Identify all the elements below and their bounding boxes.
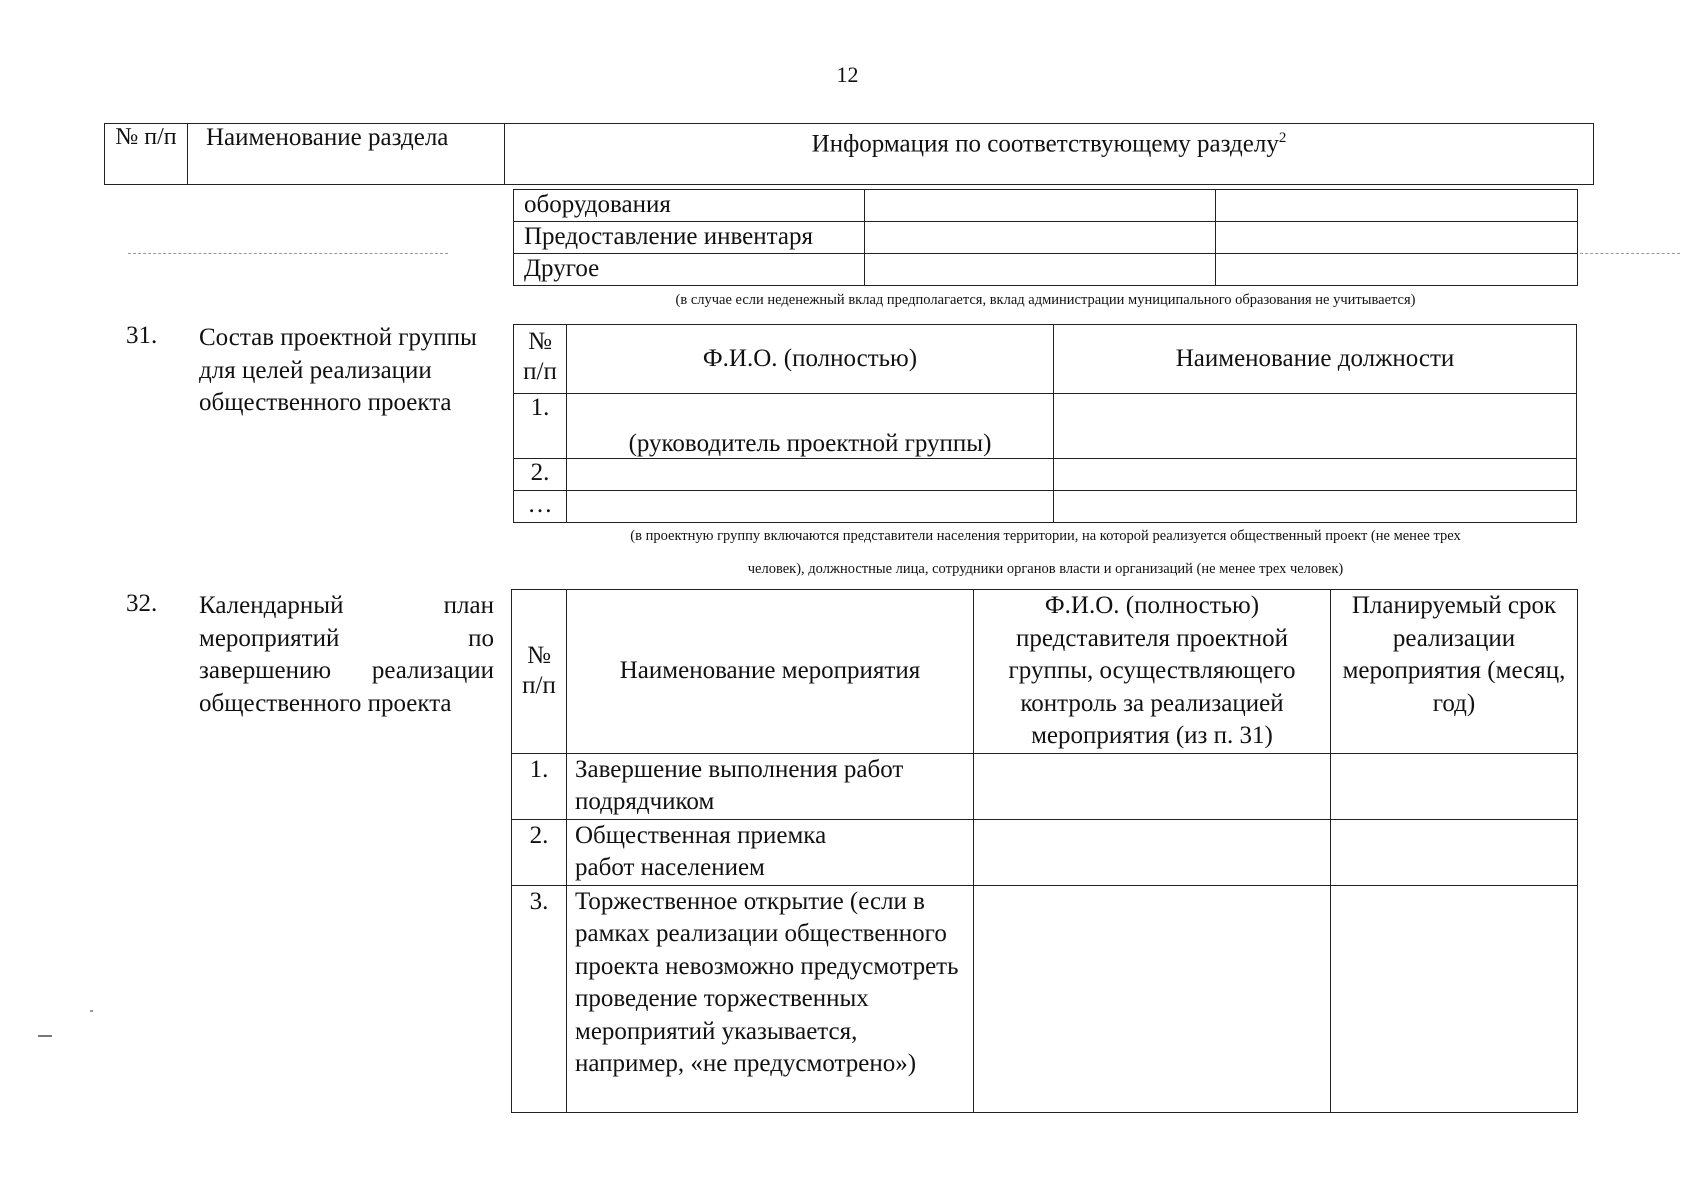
group-row-num: 2. bbox=[514, 459, 567, 491]
resource-cell bbox=[865, 222, 1216, 254]
section-32-number: 32. bbox=[126, 590, 158, 617]
table-row bbox=[514, 254, 1578, 286]
group-note-line2: человек), должностные лица, сотрудники органов власти и организаций (не менее трех человек) bbox=[747, 561, 1344, 577]
plan-row-person bbox=[974, 885, 1331, 1112]
table-row bbox=[514, 394, 1577, 459]
plan-row-person bbox=[974, 753, 1331, 819]
project-group-table bbox=[513, 324, 1577, 523]
resource-label: оборудования bbox=[514, 190, 865, 222]
table-row bbox=[512, 753, 1578, 819]
resources-note: (в случае если неденежный вклад предполагается, вклад администрации муниципального образования не учитывается) bbox=[675, 292, 1416, 308]
plan-row-term bbox=[1331, 885, 1578, 1112]
plan-row-name: Завершение выполнения работ подрядчиком bbox=[567, 753, 974, 819]
plan-header-person: Ф.И.О. (полностью) представителя проектной группы, осуществляющего контроль за реализацией мероприятия (из п. 31) bbox=[974, 590, 1331, 754]
scan-artifact-speck bbox=[38, 1035, 52, 1037]
plan-row-num: 2. bbox=[512, 819, 567, 885]
plan-header-num: № п/п bbox=[512, 590, 567, 754]
plan-row-term bbox=[1331, 819, 1578, 885]
plan-row-person bbox=[974, 819, 1331, 885]
group-row-name bbox=[567, 491, 1054, 523]
plan-row-term bbox=[1331, 753, 1578, 819]
plan-row-name: Торжественное открытие (если в рамках реализации общественного проекта невозможно предусмотреть проведение торжественных мероприятий указывается, например, «не предусмотрено») bbox=[567, 885, 974, 1112]
header-col-info bbox=[505, 124, 1594, 185]
header-table bbox=[104, 123, 1594, 185]
group-header-num: № п/п bbox=[514, 325, 567, 394]
table-row bbox=[514, 459, 1577, 491]
plan-header-term: Планируемый срок реализации мероприятия (месяц, год) bbox=[1331, 590, 1578, 754]
section-31-number: 31. bbox=[126, 322, 158, 349]
group-row-name bbox=[567, 459, 1054, 491]
resource-cell bbox=[865, 190, 1216, 222]
resources-table bbox=[513, 189, 1578, 286]
group-row-position bbox=[1054, 459, 1577, 491]
header-col-info-footnote: 2 bbox=[1278, 130, 1287, 146]
group-row-name: (руководитель проектной группы) bbox=[567, 394, 1054, 459]
group-header-name: Ф.И.О. (полностью) bbox=[567, 325, 1054, 394]
plan-header-name: Наименование мероприятия bbox=[567, 590, 974, 754]
table-row bbox=[514, 491, 1577, 523]
table-row bbox=[512, 885, 1578, 1112]
header-col-section: Наименование раздела bbox=[188, 124, 505, 185]
resource-label: Предоставление инвентаря bbox=[514, 222, 865, 254]
table-header-row bbox=[514, 325, 1577, 394]
resource-cell bbox=[1216, 254, 1578, 286]
plan-row-num: 1. bbox=[512, 753, 567, 819]
header-col-num: № п/п bbox=[105, 124, 188, 185]
events-plan-table bbox=[511, 589, 1578, 1113]
group-row-position bbox=[1054, 491, 1577, 523]
group-row-num: … bbox=[514, 491, 567, 523]
section-32-title: Календарный план мероприятий по завершению реализации общественного проекта bbox=[199, 592, 494, 717]
plan-row-num: 3. bbox=[512, 885, 567, 1112]
plan-row-name: Общественная приемка работ населением bbox=[567, 819, 974, 885]
resource-cell bbox=[865, 254, 1216, 286]
resource-cell bbox=[1216, 222, 1578, 254]
group-note-line1: (в проектную группу включаются представители населения территории, на которой реализуется общественный проект (не менее трех bbox=[630, 528, 1461, 544]
section-31-title: Состав проектной группы для целей реализации общественного проекта bbox=[199, 324, 477, 416]
group-row-num: 1. bbox=[514, 394, 567, 459]
table-header-row bbox=[512, 590, 1578, 754]
scan-artifact-line bbox=[1580, 253, 1680, 254]
header-col-info-label: Информация по соответствующему разделу bbox=[811, 130, 1279, 158]
group-header-position: Наименование должности bbox=[1054, 325, 1577, 394]
scan-artifact-line bbox=[128, 253, 448, 254]
scan-artifact-speck bbox=[90, 1010, 93, 1012]
page-number: 12 bbox=[836, 62, 859, 87]
table-row bbox=[514, 190, 1578, 222]
table-row bbox=[514, 222, 1578, 254]
resource-label: Другое bbox=[514, 254, 865, 286]
resource-cell bbox=[1216, 190, 1578, 222]
group-row-position bbox=[1054, 394, 1577, 459]
table-row bbox=[512, 819, 1578, 885]
